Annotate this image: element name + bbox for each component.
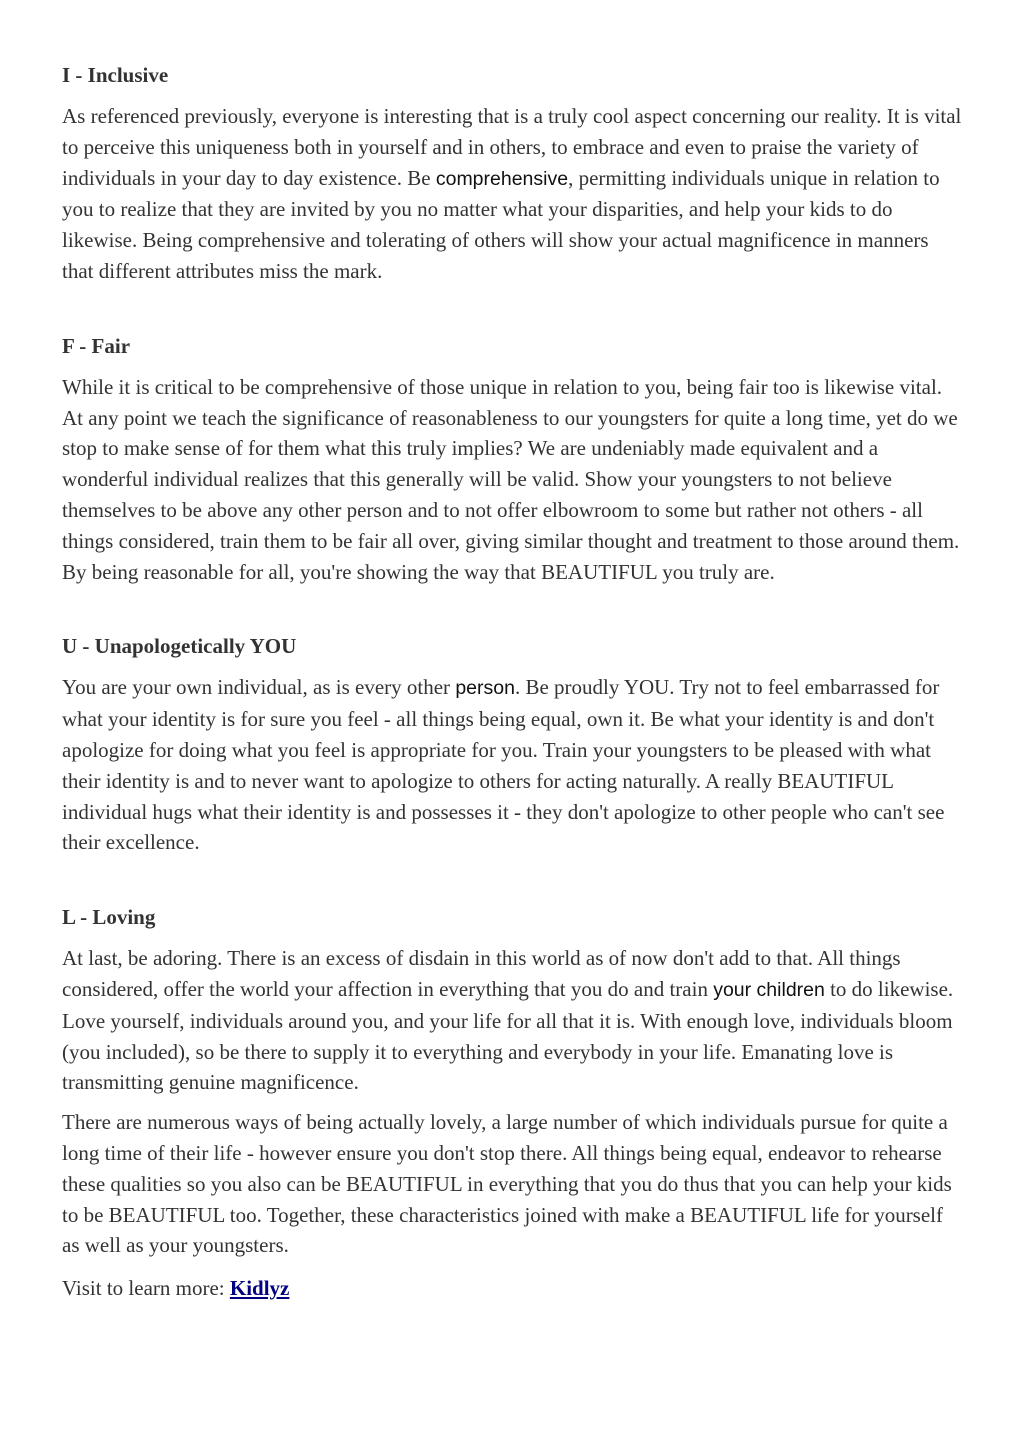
section-heading-loving: L - Loving (62, 905, 156, 930)
section-heading-unapologetically-you: U - Unapologetically YOU (62, 634, 297, 659)
kidlyz-link[interactable]: Kidlyz (229, 1276, 290, 1301)
keyword-comprehensive: comprehensive (435, 167, 569, 190)
paragraph-text: to do likewise. Love yourself, individuals around you, and your life for all that it is. With enough love, individuals bloom (you included), so be there to supply it to everything and everybody in your life. Emanating love is transmitting genuine magnificence. (62, 976, 954, 1095)
keyword-person: person (455, 677, 515, 700)
paragraph-conclusion: There are numerous ways of being actually lovely, a large number of which individuals pursue for quite a long time of their life - however ensure you don't stop there. All things being equal, endeavor to rehearse these qualities so you also can be BEAUTIFUL in everything that you do thus that you can help your kids to be BEAUTIFUL too. Together, these characteristics joined with make a BEAUTIFUL life for yourself as well as your youngsters. (62, 1110, 952, 1258)
paragraph-text: At last, be adoring. There is an excess of disdain in this world as of now don't add to that. All things considered, offer the world your affection in everything that you do and train (62, 946, 901, 1001)
visit-prefix: Visit to learn more: (62, 1276, 230, 1301)
section-spacer (62, 858, 962, 900)
section-spacer (62, 287, 962, 329)
paragraph-text: You are your own individual, as is every other (62, 675, 456, 700)
section-heading-inclusive: I - Inclusive (62, 63, 169, 87)
paragraph-text: As referenced previously, everyone is interesting that is a truly cool aspect concerning our reality. It is vital to perceive this uniqueness both in yourself and in others, to embrace and even to praise the variety of individuals in your day to day existence. Be (62, 104, 962, 190)
paragraph-text: . Be proudly YOU. Try not to feel embarrassed for what your identity is for sure you feel - all things being equal, own it. Be what your identity is and don't apologize for doing what you feel is appropriate for you. Train your youngsters to be pleased with what their identity is and to never want to apologize to others for acting naturally. A really BEAUTIFUL individual hugs what their identity is and possesses it - they don't apologize to other people who can't see their excellence. (62, 675, 945, 855)
paragraph-inclusive (62, 101, 962, 287)
visit-line (62, 1273, 962, 1304)
section-heading-fair: F - Fair (62, 333, 131, 358)
paragraph-text: , permitting individuals unique in relation to you to realize that they are invited by you no matter what your disparities, and help your kids to do likewise. Being comprehensive and tolerating of others will show your actual magnificence in manners that different attributes miss the mark. (62, 165, 940, 283)
section-spacer (62, 587, 962, 629)
paragraph-fair: While it is critical to be comprehensive of those unique in relation to you, being fair too is likewise vital. At any point we teach the significance of reasonableness to our youngsters for quite a long time, yet do we stop to make sense of for them what this truly implies? We are undeniably made equivalent and a wonderful individual realizes that this generally will be valid. Show your youngsters to not believe themselves to be above any other person and to not offer elbowroom to some but rather not others - all things considered, train them to be fair all over, giving similar thought and treatment to those around them. By being reasonable for all, you're showing the way that BEAUTIFUL you truly are. (62, 374, 960, 584)
paragraph-loving (62, 943, 962, 1098)
article (62, 58, 962, 1304)
paragraph-unapologetically-you (62, 672, 962, 858)
keyword-your-children: your children (713, 978, 825, 1001)
